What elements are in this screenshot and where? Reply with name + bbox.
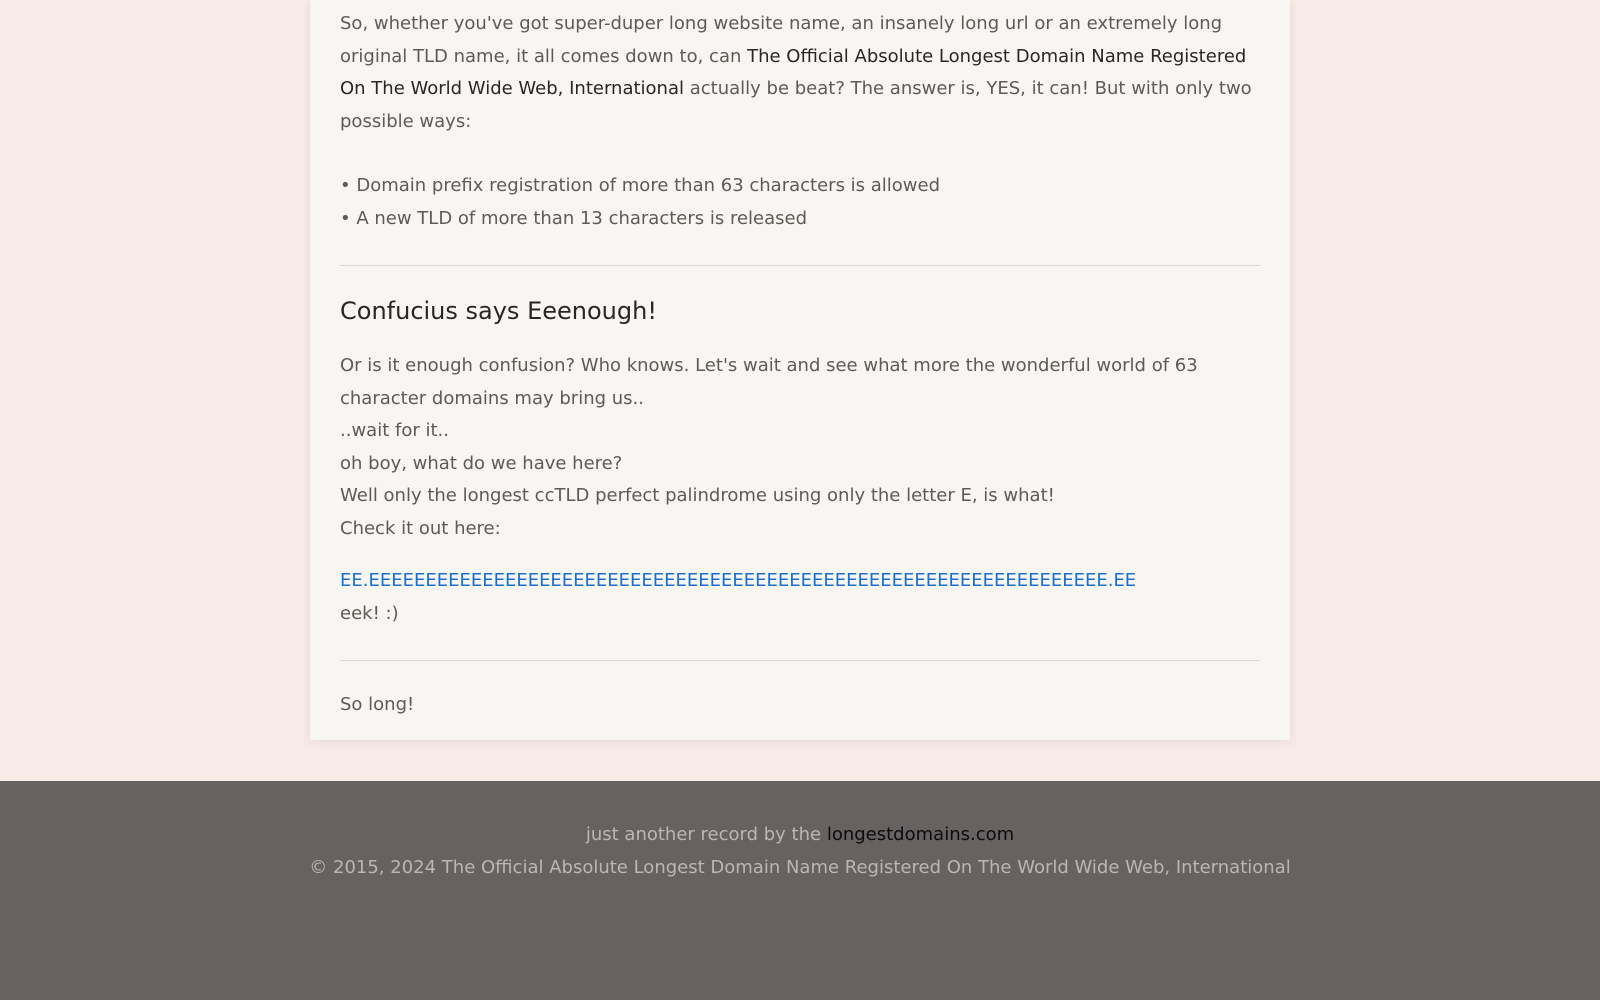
intro-text-before: So, whether you've got super-duper long website name, an insanely long url or an extremely long original TLD name, it all comes down to, can [340, 13, 1223, 67]
intro-bold-title: The Official Absolute Longest Domain Name Registered On The World Wide Web, International [340, 45, 1247, 99]
footer-credit [0, 819, 1600, 852]
bullet-list [340, 170, 1260, 235]
footer-credit-prefix: just another record by the [585, 824, 827, 845]
divider [340, 660, 1260, 661]
intro-paragraph [340, 8, 1260, 138]
footer [0, 781, 1600, 1000]
section-line: Well only the longest ccTLD perfect palindrome using only the letter E, is what! [340, 485, 1055, 506]
content-card [310, 0, 1290, 740]
after-link-text: eek! :) [340, 602, 399, 624]
section-line: Check it out here: [340, 517, 501, 539]
section-body [340, 350, 1260, 545]
closing-text: So long! [340, 694, 415, 715]
section-heading: Confucius says Eeenough! [340, 297, 657, 325]
footer-copyright: © 2015, 2024 The Official Absolute Longest Domain Name Registered On The World Wide Web, International [309, 856, 1291, 878]
intro-text-after: actually be beat? The answer is, YES, it can! But with only two possible ways: [340, 78, 1252, 132]
section-line: ..wait for it.. [340, 420, 449, 441]
footer-site-link[interactable]: longestdomains.com [826, 824, 1015, 845]
section-line: oh boy, what do we have here? [340, 452, 623, 474]
bullet-item: • Domain prefix registration of more than 63 characters is allowed [340, 175, 941, 196]
section-line: Or is it enough confusion? Who knows. Let's wait and see what more the wonderful world of 63 character domains may bring us.. [340, 355, 1198, 409]
bullet-item: • A new TLD of more than 13 characters is released [340, 207, 808, 229]
spacer [340, 138, 1260, 170]
divider [340, 265, 1260, 266]
ee-domain-link[interactable]: EE.EEEEEEEEEEEEEEEEEEEEEEEEEEEEEEEEEEEEEEEEEEEEEEEEEEEEEEEEEEEEEEEEE.EE [340, 570, 1137, 591]
